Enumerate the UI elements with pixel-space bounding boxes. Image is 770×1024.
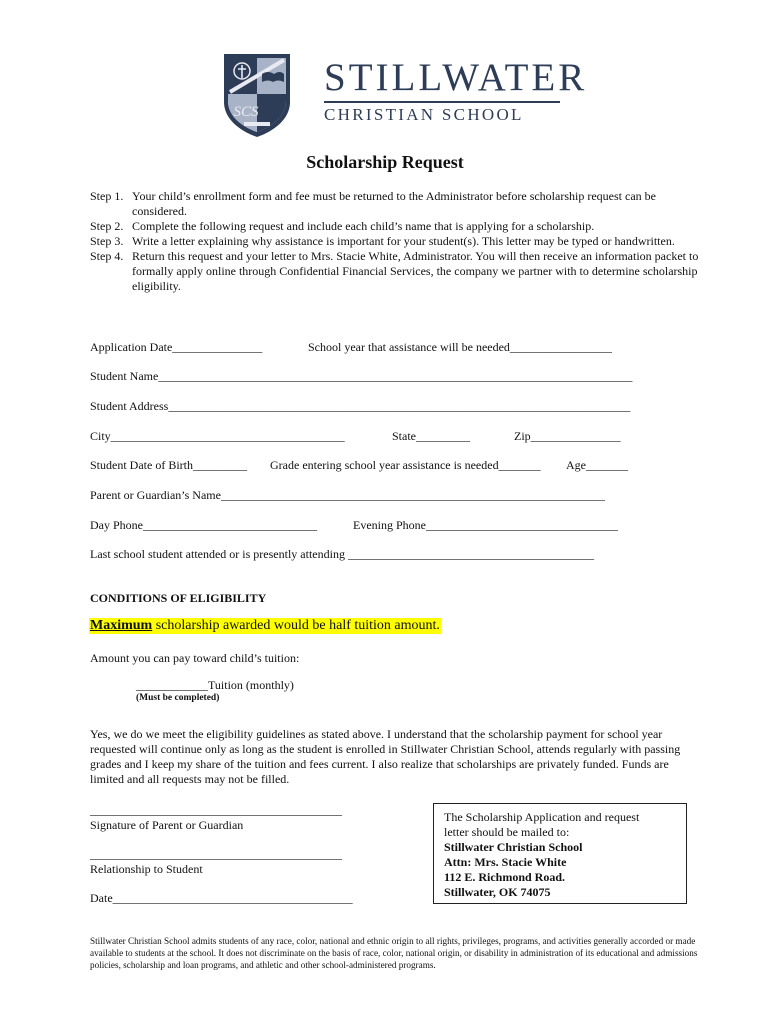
max-scholarship-note: [89, 618, 441, 634]
step-item: [90, 234, 700, 249]
logo-name-line1: STILLWATER: [324, 56, 588, 99]
amount-label: Amount you can pay toward child’s tuition:: [90, 651, 300, 665]
step-item: [90, 189, 700, 219]
max-rest: scholarship awarded would be half tuition amount.: [152, 618, 440, 633]
mailing-address-box: [433, 803, 687, 904]
relationship-label: Relationship to Student: [90, 862, 203, 876]
step-number: Step 4.: [90, 249, 124, 263]
mail-attn: Attn: Mrs. Stacie White: [444, 855, 567, 869]
step-text: Your child’s enrollment form and fee must be returned to the Administrator before scholarship request can be considered.: [132, 189, 656, 218]
signature-line[interactable]: __________________________________________: [90, 803, 342, 817]
shield-crest-icon: [222, 52, 292, 138]
date-of-birth-field[interactable]: Student Date of Birth_________: [90, 458, 247, 472]
step-text: Complete the following request and include each child’s name that is applying for a scholarship.: [132, 219, 595, 233]
mail-line: The Scholarship Application and request: [444, 810, 640, 824]
logo-monogram: SCS: [233, 104, 259, 120]
last-school-field[interactable]: Last school student attended or is presently attending _________________________________________: [90, 547, 594, 561]
school-logo: [222, 52, 588, 138]
conditions-heading: CONDITIONS OF ELIGIBILITY: [90, 591, 267, 605]
guardian-name-field[interactable]: Parent or Guardian’s Name________________________________________________________________: [90, 488, 605, 502]
state-field[interactable]: State_________: [392, 429, 470, 443]
logo-divider: [324, 101, 560, 103]
must-complete-note: (Must be completed): [136, 693, 220, 703]
mail-school: Stillwater Christian School: [444, 840, 583, 854]
date-field[interactable]: Date________________________________________: [90, 891, 353, 905]
nondiscrimination-footer: Stillwater Christian School admits students of any race, color, national and ethnic origin to all rights, privileges, programs, and activities generally accorded or made available to students at the school. It does not discriminate on the basis of race, color, national origin, or disability in administration of its educational and admissions policies, scholarship and loan programs, and athletic and other school-administered programs.: [90, 936, 698, 970]
school-year-field[interactable]: School year that assistance will be needed_________________: [308, 340, 612, 354]
step-number: Step 1.: [90, 189, 124, 203]
steps-list: [90, 189, 700, 294]
mail-street: 112 E. Richmond Road.: [444, 870, 566, 884]
evening-phone-field[interactable]: Evening Phone________________________________: [353, 518, 618, 532]
page-title: Scholarship Request: [306, 152, 464, 172]
day-phone-field[interactable]: Day Phone_____________________________: [90, 518, 317, 532]
max-word: Maximum: [90, 618, 153, 633]
step-number: Step 2.: [90, 219, 124, 233]
step-item: [90, 219, 700, 234]
student-address-field[interactable]: Student Address_____________________________________________________________________________: [90, 399, 631, 413]
relationship-line[interactable]: __________________________________________: [90, 847, 342, 861]
agreement-text: Yes, we do we meet the eligibility guidelines as stated above. I understand that the scholarship payment for school year requested will continue only as long as the student is enrolled in Stillwater Christian School, attends regularly with passing grades and I keep my share of the tuition and fees current. I also realize that scholarships are privately funded. Funds are limited and all requests may not be filled.: [90, 727, 681, 786]
step-item: [90, 249, 700, 294]
student-name-field[interactable]: Student Name_______________________________________________________________________________: [90, 369, 633, 383]
city-field[interactable]: City_______________________________________: [90, 429, 345, 443]
step-number: Step 3.: [90, 234, 124, 248]
age-field[interactable]: Age_______: [566, 458, 628, 472]
application-date-field[interactable]: Application Date_______________: [90, 340, 263, 354]
zip-field[interactable]: Zip_______________: [514, 429, 621, 443]
tuition-monthly-field[interactable]: ____________Tuition (monthly): [136, 678, 294, 692]
mail-line: letter should be mailed to:: [444, 825, 570, 839]
logo-name-line2: CHRISTIAN SCHOOL: [324, 105, 524, 124]
signature-label: Signature of Parent or Guardian: [90, 818, 244, 832]
step-text: Write a letter explaining why assistance is important for your student(s). This letter may be typed or handwritten.: [132, 234, 675, 248]
mail-city: Stillwater, OK 74075: [444, 885, 551, 899]
grade-field[interactable]: Grade entering school year assistance is needed_______: [270, 458, 541, 472]
step-text: Return this request and your letter to Mrs. Stacie White, Administrator. You will then receive an information packet to formally apply online through Confidential Financial Services, the company we partner with to determine scholarship eligibility.: [132, 249, 699, 293]
